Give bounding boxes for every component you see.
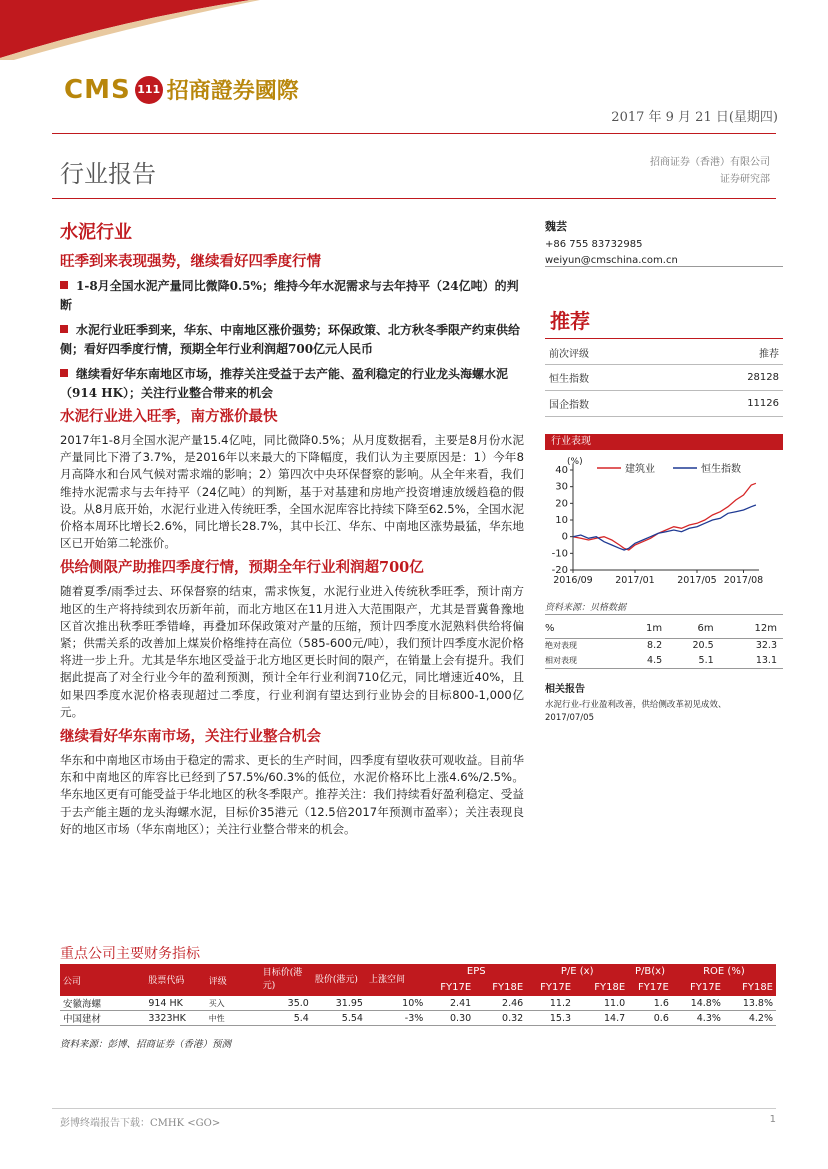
table-row: 中国建材 3323HK 中性 5.4 5.54 -3% 0.30 0.32 15.3 14.7 0.6 4.3% 4.2% xyxy=(60,1011,776,1026)
perf-header: % xyxy=(545,623,555,635)
bullet-item: 水泥行业旺季到来，华东、中南地区涨价强势；环保政策、北方秋冬季限产约束供给侧；看好四季度行情，预期全年行业利润超700亿元人民币 xyxy=(60,323,521,356)
col-code: 股票代码 xyxy=(145,964,205,996)
x-tick-label: 2017/05 xyxy=(677,575,717,586)
y-tick-label: 30 xyxy=(555,481,568,493)
perf-header: 1m xyxy=(646,623,663,635)
col-upside: 上涨空间 xyxy=(366,964,426,996)
sub-header: FY17E xyxy=(426,978,474,996)
related-reports xyxy=(545,680,783,725)
bullet-item: 1-8月全国水泥产量同比微降0.5%；维持今年水泥需求与去年持平（24亿吨）的判断 xyxy=(60,279,519,312)
y-tick-label: 40 xyxy=(555,465,568,476)
y-axis-label: (%) xyxy=(567,457,583,467)
related-date: 2017/07/05 xyxy=(545,713,594,723)
chart-title-bar: 行业表现 xyxy=(545,434,783,450)
col-rating: 评级 xyxy=(206,964,260,996)
col-company: 公司 xyxy=(60,964,145,996)
sub-header: FY17E xyxy=(672,978,724,996)
y-tick-label: 20 xyxy=(555,498,568,510)
col-target: 目标价(港元) xyxy=(260,964,312,996)
rating-title: 推荐 xyxy=(550,309,590,333)
key-points xyxy=(60,277,524,403)
analyst-email[interactable]: weiyun@cmschina.com.cn xyxy=(545,255,678,266)
sidebar xyxy=(545,218,785,266)
table-row: 绝对表现 8.2 20.5 32.3 xyxy=(545,640,777,652)
sub-header: FY17E xyxy=(526,978,574,996)
company-name: 招商证券（香港）有限公司 xyxy=(650,157,770,168)
section-heading: 供给侧限产助推四季度行情，预期全年行业利润超700亿 xyxy=(60,559,424,577)
col-pe: P/E (x) xyxy=(526,964,628,978)
dept-name: 证券研究部 xyxy=(720,174,770,185)
perf-header: 12m xyxy=(754,623,777,635)
x-tick-label: 2017/08 xyxy=(723,575,764,586)
report-type: 行业报告 xyxy=(60,160,156,188)
section-heading: 继续看好华东南市场，关注行业整合机会 xyxy=(60,728,321,746)
industry-performance-chart xyxy=(545,452,783,594)
related-title: 相关报告 xyxy=(545,684,585,695)
col-roe: ROE (%) xyxy=(672,964,776,978)
section-body: 2017年1-8月全国水泥产量15.4亿吨，同比微降0.5%；从月度数据看，主要是8月份水泥产量同比下滑了3.7%，是2016年以来最大的下降幅度，我们认为主要原因是：1）今年8月高降水和台风气候对需求端的影响；2）第四次中央环保督察的影响。从全年来看，我们维持水泥需求与去年持平（24亿吨）的判断，基于对基建和房地产投资增速放缓趋稳的假设。从8月底开始，水泥行业进入传统旺季，全国水泥库容比持续下降至62.5%，全国水泥价格本周环比增长2.6%，同比增长28.7%，其中长江、华东、中南地区涨势最猛，华东地区已开始第二轮涨价。 xyxy=(60,433,524,551)
corner-decoration xyxy=(0,0,260,60)
industry-title: 水泥行业 xyxy=(60,222,132,243)
bullet-item: 继续看好华东南地区市场，推荐关注受益于去产能、盈利稳定的行业龙头海螺水泥（914 HK）；关注行业整合带来的机会 xyxy=(60,367,509,400)
table-row: 相对表现 4.5 5.1 13.1 xyxy=(545,653,783,668)
footer-text: 彭博终端报告下载：CMHK <GO> xyxy=(60,1118,221,1129)
performance-table xyxy=(545,620,783,669)
legend-label-0: 建筑业 xyxy=(625,464,655,475)
main-column xyxy=(60,218,524,838)
analyst-phone: +86 755 83732985 xyxy=(545,239,643,250)
col-pb: P/B(x) xyxy=(628,964,672,978)
financials-table xyxy=(60,964,776,1026)
rating-row: 恒生指数 28128 xyxy=(545,365,783,391)
financials-title: 重点公司主要财务指标 xyxy=(60,946,200,962)
y-tick-label: 0 xyxy=(561,531,568,543)
logo-badge: 111 xyxy=(135,76,163,104)
broker-info xyxy=(650,154,770,188)
perf-header: 6m xyxy=(697,623,714,635)
sub-header: FY18E xyxy=(474,978,526,996)
col-eps: EPS xyxy=(426,964,526,978)
page-number: 1 xyxy=(769,1114,776,1125)
report-subtitle: 旺季到来表现强势，继续看好四季度行情 xyxy=(60,253,321,270)
x-tick-label: 2017/01 xyxy=(615,575,655,586)
rating-table xyxy=(545,340,783,417)
rating-row: 前次评级 推荐 xyxy=(545,340,783,365)
financials-source: 资料来源：彭博、招商证券（香港）预测 xyxy=(60,1039,232,1050)
series-line-1 xyxy=(573,505,756,550)
sub-header: FY17E xyxy=(628,978,672,996)
x-tick-label: 2016/09 xyxy=(553,575,593,586)
report-date: 2017 年 9 月 21 日(星期四) xyxy=(611,110,778,125)
section-body: 随着夏季/雨季过去、环保督察的结束，需求恢复，水泥行业进入传统秋季旺季，预计南方地区的生产将持续到农历新年前，而北方地区在11月进入大范围限产，尤其是晋冀鲁豫地区首次推出秋季旺季错峰，再叠加环保政策对产量的压缩，预计四季度水泥熟料供给将偏紧；供需关系的改善加上煤炭价格维持在高位（585-600元/吨），我们预计四季度水泥价格将进一步上升。尤其是华东地区受益于北方地区更长时间的限产，在销量上会有提升。我们据此提高了对全行业今年的盈利预测，预计全年行业利润710亿元，同比增速近40%，且如果四季度水泥价格表现超过二季度，行业利润有望达到行业协会的目标800-1,000亿元。 xyxy=(60,584,524,719)
logo-text: CMS xyxy=(64,74,131,105)
table-row: 安徽海螺 914 HK 买入 35.0 31.95 10% 2.41 2.46 11.2 11.0 1.6 14.8% 13.8% xyxy=(60,996,776,1011)
company-logo xyxy=(64,74,299,105)
chart-source: 资料来源：贝格数据 xyxy=(545,603,627,613)
related-item[interactable]: 水泥行业-行业盈利改善，供给侧改革初见成效、 xyxy=(545,700,727,710)
col-price: 股价(港元) xyxy=(312,964,366,996)
section-body: 华东和中南地区市场由于稳定的需求、更长的生产时间，四季度有望收获可观收益。目前华东和中南地区的库容比已经到了57.5%/60.3%的低位，水泥价格环比上涨4.6%/2.5%。华东地区更有可能受益于华北地区的秋冬季限产。推荐关注：我们持续看好盈利稳定、受益于去产能主题的龙头海螺水泥，目标价35港元（12.5倍2017年预测市盈率）；关注表现良好的地区市场（华东南地区）；关注行业整合带来的机会。 xyxy=(60,753,524,836)
analyst-name: 魏芸 xyxy=(545,220,567,233)
y-tick-label: 10 xyxy=(555,515,568,526)
y-tick-label: -20 xyxy=(551,565,568,576)
rating-row: 国企指数 11126 xyxy=(545,391,783,417)
y-tick-label: -10 xyxy=(551,548,568,560)
legend-label-1: 恒生指数 xyxy=(701,464,741,475)
section-heading: 水泥行业进入旺季，南方涨价最快 xyxy=(60,408,278,425)
sub-header: FY18E xyxy=(724,978,776,996)
logo-cn-name: 招商證券國際 xyxy=(166,78,299,104)
sub-header: FY18E xyxy=(574,978,628,996)
